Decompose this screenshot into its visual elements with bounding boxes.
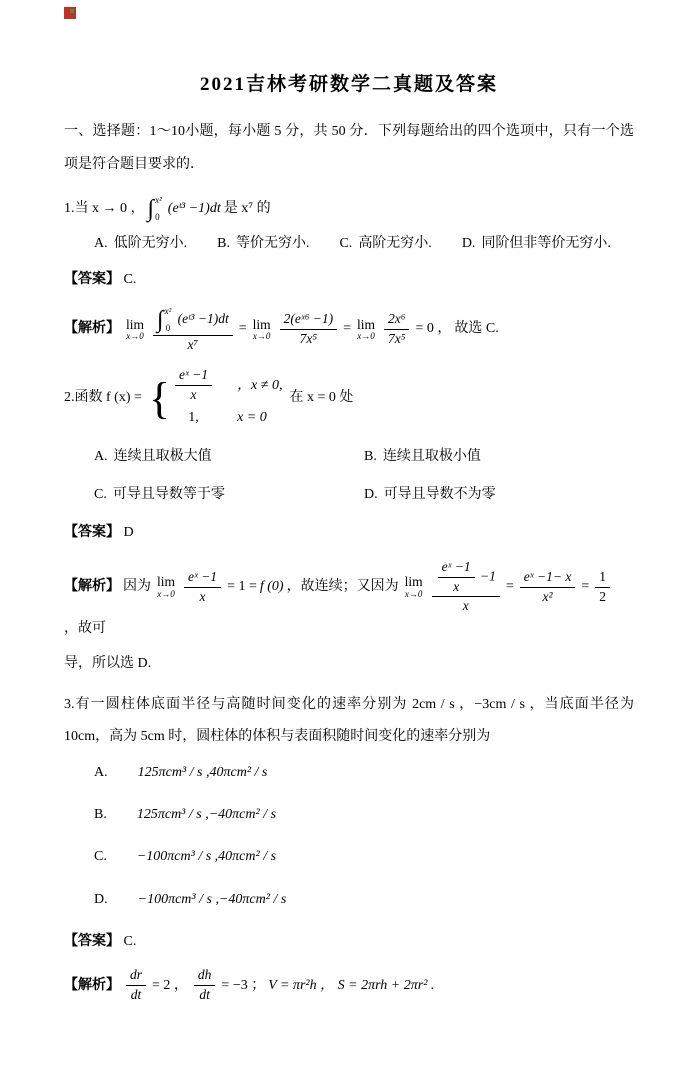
limit-operator (157, 575, 175, 599)
fraction (384, 311, 409, 348)
analysis-label: 【解析】 (64, 321, 120, 337)
section-header: 一、选择题：1～10小题，每小题 5 分，共 50 分．下列每题给出的四个选项中，只有一个选项是符合题目要求的． (64, 124, 634, 172)
option-text: −100πcm³ / s ,40πcm² / s (136, 849, 277, 865)
fraction (175, 367, 212, 404)
integral-body: (eᵗ³ −1)dt (177, 310, 229, 326)
q3-option-c (94, 846, 634, 868)
q1-solution-line (64, 306, 634, 354)
equals-sign: = (343, 321, 352, 337)
fraction-denominator: dt (199, 987, 210, 1003)
fraction-denominator: x (462, 598, 469, 614)
lim-text: lim (404, 574, 423, 590)
q2-solution-pre: 因为 (123, 578, 151, 594)
option-label: B. (364, 448, 377, 464)
option-label: A. (94, 235, 108, 251)
fraction (520, 569, 576, 606)
q1-solution-tail: 故选 C. (454, 321, 499, 337)
option-label: D. (94, 891, 108, 907)
integral (157, 306, 174, 334)
option-text: 连续且取极大值 (113, 448, 212, 464)
integral-sign-icon: ∫ (157, 306, 164, 333)
fraction-denominator: x (453, 578, 460, 594)
q2-solution-f0: f (0) (259, 578, 284, 594)
q3-option-d (94, 889, 634, 911)
q2-solution-tail: ，故可 (64, 621, 106, 637)
q2-solution-tail-continued: 导，所以选 D. (64, 655, 152, 671)
answer-label: 【答案】 (64, 525, 120, 541)
q2-solution-line (64, 559, 634, 641)
fraction-numerator: dr (126, 967, 146, 986)
piecewise-cases (172, 367, 282, 429)
fraction-denominator: dt (130, 987, 142, 1003)
q2-stem (64, 367, 634, 429)
q1-stem-pre: 1.当 x → 0 ， (64, 200, 145, 216)
equals-sign: = (581, 578, 590, 594)
lim-subscript: x→0 (252, 331, 271, 342)
case2-value: 1, (188, 410, 199, 426)
option-label: B. (217, 235, 230, 251)
equals-sign: = (238, 321, 247, 337)
q2-option-c (94, 484, 364, 506)
fraction-denominator: x (199, 588, 206, 604)
q1-option-c (339, 233, 431, 255)
fraction-integral (153, 306, 233, 354)
q3-option-b (94, 804, 634, 826)
option-text: 等价无穷小. (235, 235, 310, 251)
q2-option-a (94, 446, 364, 468)
option-text: 同阶但非等价无穷小. (481, 235, 611, 251)
option-label: D. (364, 486, 378, 502)
fraction-numerator: 2x⁶ (384, 311, 409, 330)
fraction-numerator: 2(eˣ⁶ −1) (280, 311, 337, 330)
numerator-rest: −1 (480, 568, 496, 584)
option-label: A. (94, 764, 108, 780)
q1-option-a (94, 233, 187, 255)
question-1 (64, 195, 634, 354)
option-label: A. (94, 448, 108, 464)
fraction-denominator: x² (542, 588, 553, 604)
q3-solution-line (64, 967, 634, 1004)
fraction-denominator: 2 (599, 588, 606, 604)
fraction-denominator: x (190, 387, 197, 403)
integral-upper-bound: x² (164, 305, 172, 316)
q1-answer-line (64, 269, 634, 291)
lim-text: lim (157, 574, 176, 590)
lim-subscript: x→0 (404, 588, 423, 599)
option-label: C. (339, 235, 353, 251)
integral-lower-bound: 0 (165, 322, 171, 333)
case2-condition: x = 0 (237, 410, 267, 426)
q1-stem (64, 195, 634, 223)
q2-answer-line (64, 522, 634, 544)
analysis-label: 【解析】 (64, 977, 120, 993)
q1-solution-tail-eq: = 0 ， (415, 321, 452, 337)
document-corner-icon (64, 7, 76, 19)
lim-text: lim (252, 316, 271, 332)
piecewise-function (149, 367, 283, 429)
integral-sign-icon: ∫ (147, 195, 155, 222)
option-label: C. (94, 486, 107, 502)
answer-label: 【答案】 (64, 272, 120, 288)
fraction-numerator (153, 306, 233, 336)
fraction-denominator: 7x⁵ (388, 330, 406, 346)
q2-option-b (364, 446, 634, 468)
question-2 (64, 367, 634, 675)
analysis-label: 【解析】 (64, 578, 120, 594)
q1-stem-post: 是 x⁷ 的 (223, 200, 271, 216)
fraction-numerator: dh (194, 967, 216, 986)
equals-sign: = (505, 578, 514, 594)
fraction-denominator: 7x⁵ (299, 330, 318, 346)
case1-condition: ，x ≠ 0, (237, 377, 283, 393)
q1-integral-body: (eᵗ³ −1)dt (167, 200, 221, 216)
option-text: 125πcm³ / s ,40πcm² / s (137, 764, 268, 780)
option-text: 可导且导数等于零 (112, 486, 225, 502)
q3-stem: 3.有一圆柱体底面半径与高随时间变化的速率分别为 2cm / s ，−3cm / s ，当底面半径为10cm，高为 5cm 时，圆柱体的体积与表面积随时间变化的速率分别为 (64, 697, 634, 745)
lim-text: lim (357, 316, 376, 332)
q1-options (94, 233, 634, 255)
option-text: −100πcm³ / s ,−40πcm² / s (137, 891, 287, 907)
q1-answer-value: C. (123, 272, 137, 288)
integral-bounds (165, 306, 172, 334)
limit-operator (126, 318, 144, 342)
q2-stem-post: 在 x = 0 处 (289, 390, 354, 406)
option-label: B. (94, 806, 107, 822)
lim-subscript: x→0 (126, 331, 144, 342)
q2-options (94, 446, 634, 507)
inner-fraction (438, 559, 475, 596)
fraction-dr-dt (126, 967, 146, 1004)
q2-stem-pre: 2.函数 f (x) = (64, 390, 142, 406)
limit-operator (253, 318, 271, 342)
q3-answer-line (64, 931, 634, 953)
integral-lower-bound: 0 (155, 211, 160, 222)
option-label: D. (461, 235, 476, 251)
integral-bounds (155, 195, 162, 223)
integral-upper-bound: x² (155, 194, 162, 205)
q3-answer-value: C. (123, 934, 137, 950)
fraction (280, 311, 337, 348)
lim-subscript: x→0 (357, 331, 375, 342)
limit-operator (405, 575, 423, 599)
q2-solution-mid1a: = 1 = (227, 578, 257, 594)
fraction (595, 569, 610, 606)
fraction-denominator: x⁷ (187, 336, 199, 352)
fraction (184, 569, 221, 606)
option-text: 低阶无穷小. (113, 235, 188, 251)
fraction-numerator: eˣ −1 (175, 367, 212, 386)
fraction-dh-dt (194, 967, 216, 1004)
lim-text: lim (126, 316, 145, 332)
limit-operator (357, 318, 375, 342)
fraction-numerator: eˣ −1− x (520, 569, 576, 588)
fraction-numerator (432, 559, 500, 598)
option-text: 连续且取极小值 (382, 448, 481, 464)
fraction-numerator: 1 (595, 569, 610, 588)
q2-option-d (364, 484, 634, 506)
q3-solution-mid2: = −3 ； (221, 977, 266, 993)
fraction-numerator: eˣ −1 (184, 569, 221, 588)
q1-option-d (462, 233, 611, 255)
option-text: 高阶无穷小. (358, 235, 432, 251)
option-text: 125πcm³ / s ,−40πcm² / s (136, 806, 277, 822)
question-3 (64, 689, 634, 1004)
left-brace: { (148, 373, 171, 423)
q1-option-b (217, 233, 309, 255)
nested-fraction (432, 559, 500, 616)
option-text: 可导且导数不为零 (383, 486, 496, 502)
page-title: 2021吉林考研数学二真题及答案 (199, 74, 498, 95)
q2-solution-mid1b: ，故连续；又因为 (286, 578, 399, 594)
q3-solution-expression: V = πr²h ， S = 2πrh + 2πr² . (268, 977, 435, 993)
q3-option-a (94, 762, 634, 784)
q2-answer-value: D (123, 525, 134, 541)
lim-subscript: x→0 (157, 588, 175, 599)
option-label: C. (94, 849, 107, 865)
answer-label: 【答案】 (64, 934, 120, 950)
fraction-numerator: eˣ −1 (438, 559, 475, 578)
integral (148, 195, 165, 223)
q3-solution-mid1: = 2 ， (152, 977, 188, 993)
